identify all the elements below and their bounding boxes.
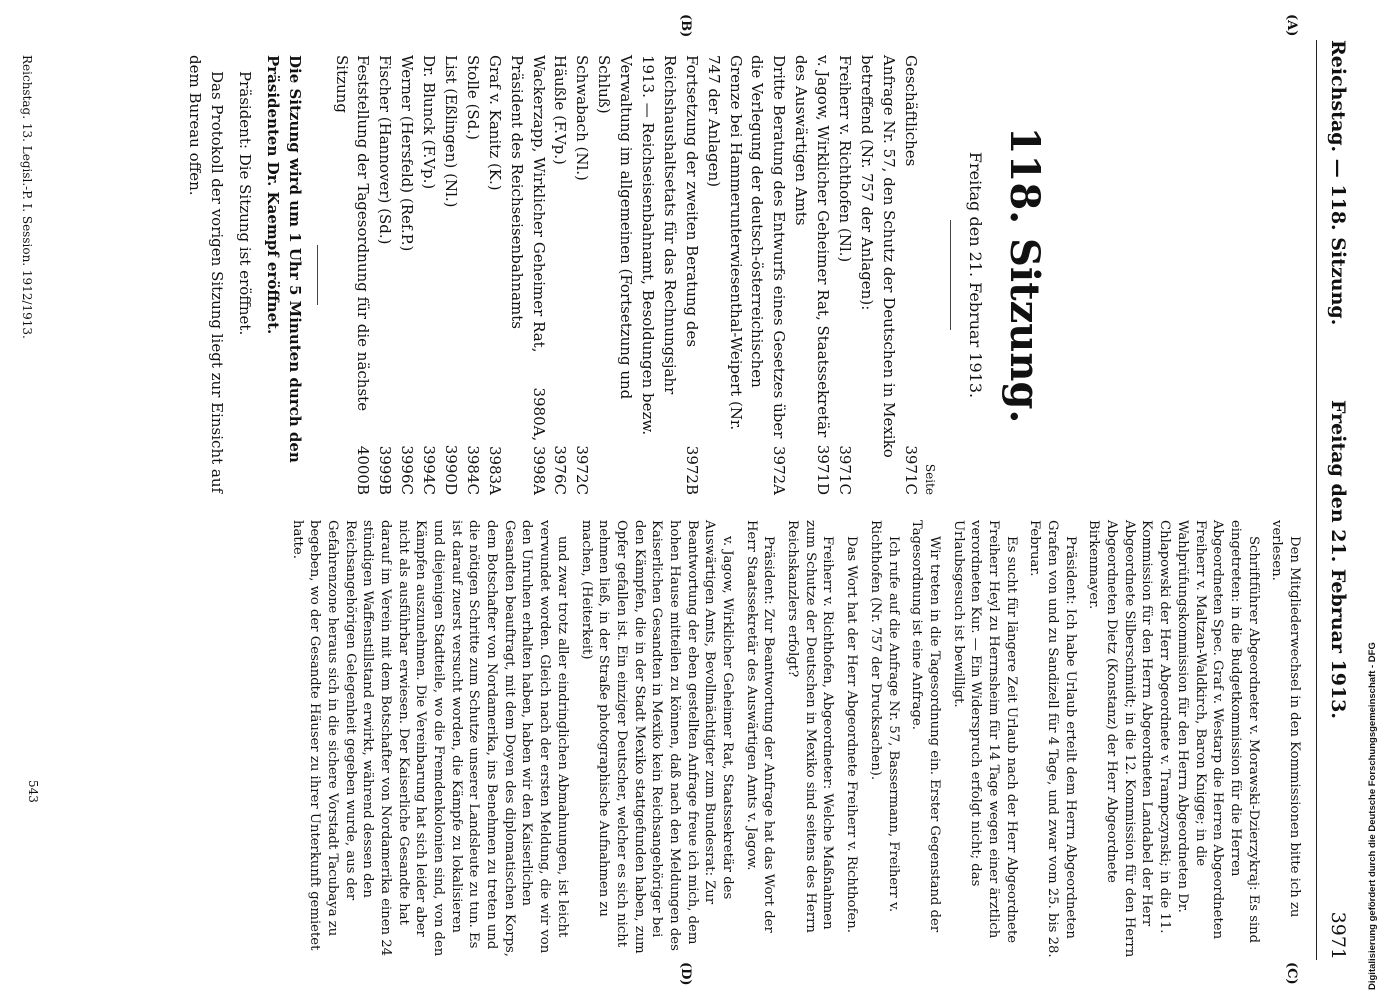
page-number: 3971 — [1327, 911, 1349, 960]
toc-entry — [395, 55, 417, 495]
toc-entry — [330, 55, 374, 495]
margin-a: (A) — [1284, 14, 1299, 37]
footer-signature: 543 — [26, 780, 40, 803]
toc-entry-text: Wackerzapp, Wirklicher Geheimer Rat, Präsident des Reichseisenbahnamts — [507, 55, 548, 353]
toc-entry-text: Schwabach (Nl.) — [573, 55, 592, 181]
toc-entry-text: Dr. Blunck (F.Vp.) — [420, 55, 439, 190]
proceedings-paragraph: Es sucht für längere Zeit Urlaub nach der Herr Abgeordnete Freiherr Heyl zu Herrnsheim für 14 Tage wegen einer ärztlich verordneten Kur. — Ein Widerspruch erfolgt nicht; das Urlaubsgesuch ist bewilligt. — [950, 520, 1019, 944]
margin-d: (D) — [678, 962, 693, 986]
toc-entry — [833, 55, 855, 495]
page-header — [1315, 40, 1359, 960]
header-date: Freitag den 21. Februar 1913. — [1327, 400, 1349, 720]
toc-entry-page: 3971D — [814, 444, 833, 495]
toc-entry-page: 3972C — [573, 445, 592, 495]
proceedings-paragraph: Präsident: Zur Beantwortung der Anfrage hat das Wort der Herr Staatssekretär des Auswärtigen Amts v. Jagow. — [743, 520, 777, 933]
toc-entry-text: Werner (Hersfeld) (Ref.P.) — [398, 55, 417, 252]
toc-entry-page: 3994C — [420, 445, 439, 495]
toc-entry-text: List (Eßlingen) (Nl.) — [442, 55, 461, 208]
page-title: 118. Sitzung. — [1001, 126, 1048, 424]
proceedings-paragraph: Präsident: Ich habe Urlaub erteilt dem Herrn Abgeordneten Grafen von und zu Sandizell für 4 Tage, und zwar vom 25. bis 28. Februar. — [1027, 520, 1078, 958]
toc-entry — [483, 55, 505, 495]
margin-c: (C) — [1284, 962, 1299, 985]
president-opening: Präsident: Die Sitzung ist eröffnet. — [235, 71, 254, 336]
toc-entry — [789, 55, 833, 495]
toc-entry-text: Anfrage Nr. 57, den Schutz der Deutschen in Mexiko betreffend (Nr. 757 der Anlagen): — [857, 55, 898, 458]
toc-entry-text: Fischer (Hannover) (Sd.) — [376, 55, 395, 245]
toc-entry-page: 3990D — [442, 444, 461, 495]
toc-entry — [702, 55, 790, 495]
toc-heading: Seite — [923, 463, 938, 495]
toc-entry — [899, 55, 921, 495]
toc-entry-text: Häußle (F.Vp.) — [551, 55, 570, 165]
toc-entry-page: 3980A, 3998A — [529, 387, 548, 495]
toc-entry-text: Freiherr v. Richthofen (Nl.) — [836, 55, 855, 263]
footer-left: Reichstag. 13. Legisl.-P. I. Session. 1912/1913. — [20, 55, 34, 339]
toc-entry-page: 3972A — [770, 445, 789, 495]
toc-entry-text: Feststellung der Tagesordnung für die nächste Sitzung — [332, 55, 373, 412]
proceedings-paragraph: v. Jagow, Wirklicher Geheimer Rat, Staatssekretär des Auswärtigen Amts, Bevollmächtigter zum Bundesrat: Zur Beantwortung der eben gestellten Anfrage freue ich mich, dem hohen Hause mitteilen zu können, daß nach den Meldungen des Kaiserlichen Gesandten in Mexiko kein Reichsangehöriger bei den Kämpfen, die in der Stadt Mexiko stattgefunden haben, zum Opfer gefallen ist. Ein einziger Deutscher, welcher es sich nicht nehmen ließ, in der Straße photographische Aufnahmen zu machen, (Heiterkeit) — [578, 520, 736, 954]
toc-entry-page: 3999B — [376, 445, 395, 495]
right-column — [282, 520, 1303, 960]
left-column — [177, 55, 1303, 495]
toc-entry-page: 3972B — [682, 445, 701, 495]
session-date: Freitag den 21. Februar 1913. — [965, 151, 985, 399]
margin-b: (B) — [678, 14, 693, 38]
toc-entry-page: 3996C — [398, 445, 417, 495]
header-left: Reichstag. — 118. Sitzung. — [1327, 40, 1349, 326]
toc-entry-page: 4000B — [354, 445, 373, 495]
toc-entry-text: Stolle (Sd.) — [463, 55, 482, 140]
toc-entry-page: 3983A — [485, 445, 504, 495]
toc-entry — [570, 55, 592, 495]
toc-entry-text: Dritte Beratung des Entwurfs eines Gesetzes über die Verlegung der deutsch-österreichischen Grenze bei Hammerunterwiesenthal-Weipert (Nr. 747 der Anlagen) — [704, 55, 789, 439]
opening-line: Die Sitzung wird um 1 Uhr 5 Minuten durch den Präsidenten Dr. Kaempf eröffnet. — [263, 55, 304, 463]
proceedings-paragraph: Das Wort hat der Herr Abgeordnete Freiherr v. Richthofen. — [844, 536, 860, 933]
toc-entry-page: 3976C — [551, 445, 570, 495]
proceedings-paragraph: und zwar trotz aller eindringlichen Abmahnungen, ist leicht verwundet worden. Gleich nach der ersten Meldung, die wir von den Unruhen erhalten haben, haben wir den Kaiserlichen Gesandten beauftragt, mit dem Doyen des diplomatischen Korps, dem Botschafter von Nordamerika, ins Benehmen zu treten und die nötigen Schritte zum Schutze unserer Landsleute zu tun. Es ist darauf zuerst versucht worden, die Kämpfe zu lokalisieren und diejenigen Stadtteile, wo die Fremdenkolonien sind, von den Kämpfen auszunehmen. Die Vereinbarung hat sich leider aber nicht als ausführbar erwiesen. Der Kaiserliche Gesandte hat darauf im Verein mit dem Botschafter von Nordamerika einen 24 stündigen Waffenstillstand erwirkt, während dessen den Reichsangehörigen Gelegenheit gegeben wurde, aus der Gefahrenzone heraus sich in die sichere Vorstadt Tacubaya zu begeben, wo der Gesandte Häuser zu ihrer Unterkunft gemietet hatte. — [289, 520, 570, 958]
title-rule — [950, 220, 951, 330]
toc-entry — [439, 55, 461, 495]
toc-entry — [855, 55, 899, 495]
proceedings-paragraph: Freiherr v. Richthofen, Abgeordneter: Welche Maßnahmen zum Schutze der Deutschen in Mexiko sind seitens des Herrn Reichskanzlers erfolgt? — [785, 520, 836, 933]
dfg-note: Digitalisierung gefördert durch die Deutsche Forschungsgemeinschaft - DFG — [1367, 642, 1378, 990]
toc-entry — [505, 55, 549, 495]
toc-entry-page: 3971C — [901, 445, 920, 495]
toc-entry-text: Geschäftliches — [901, 55, 920, 167]
proceedings-paragraph: Schriftführer Abgeordneter v. Morawski-Dzierzykraj: Es sind eingetreten: in die Budgetkommission für die Herren Abgeordneten Spec. Graf v. Westarp die Herren Abgeordneten Freiherr v. Maltzan-Waldkirch, Baron Knigge; in die Wahlprüfungskommission für den Herrn Abgeordneten Dr. Chlapowski der Herr Abgeordnete v. Trampczynski; in die 11. Kommission für den Herrn Abgeordneten Landabel der Herr Abgeordnete Silberschmidt; in die 12. Kommission für den Herrn Abgeordneten Dietz (Konstanz) der Herr Abgeordnete Birkenmayer. — [1086, 520, 1261, 958]
table-of-contents — [330, 55, 921, 495]
proceedings-paragraph: Ich rufe auf die Anfrage Nr. 57, Bassermann, Freiherr v. Richthofen (Nr. 757 der Drucksachen). — [867, 520, 901, 913]
toc-entry — [417, 55, 439, 495]
header-rule — [1316, 40, 1317, 960]
toc-entry-text: Graf v. Kanitz (K.) — [485, 55, 504, 191]
proceedings-paragraph: Wir treten in die Tagesordnung ein. Erster Gegenstand der Tagesordnung ist eine Anfrage. — [909, 520, 942, 933]
toc-entry — [549, 55, 571, 495]
toc-entry-text: v. Jagow, Wirklicher Geheimer Rat, Staatssekretär des Auswärtigen Amts — [792, 55, 833, 438]
protocol-note: Das Protokoll der vorigen Sitzung liegt zur Einsicht auf dem Bureau offen. — [186, 55, 227, 494]
toc-entry — [373, 55, 395, 495]
proceedings-paragraph: Den Mitgliederwechsel in den Kommissionen bitte ich zu verlesen. — [1269, 520, 1302, 918]
toc-entry-page: 3984C — [463, 445, 482, 495]
toc-entry — [592, 55, 701, 495]
proceedings-text — [288, 520, 1303, 960]
toc-rule — [317, 245, 318, 305]
toc-entry — [461, 55, 483, 495]
toc-entry-page: 3971C — [836, 445, 855, 495]
toc-entry-text: Fortsetzung der zweiten Beratung des Reichshaushaltsetats für das Rechnungsjahr 1913. — Reichseisenbahnamt, Besoldungen bezw. Verwaltung im allgemeinen (Fortsetzung und Schluß) — [595, 55, 701, 436]
